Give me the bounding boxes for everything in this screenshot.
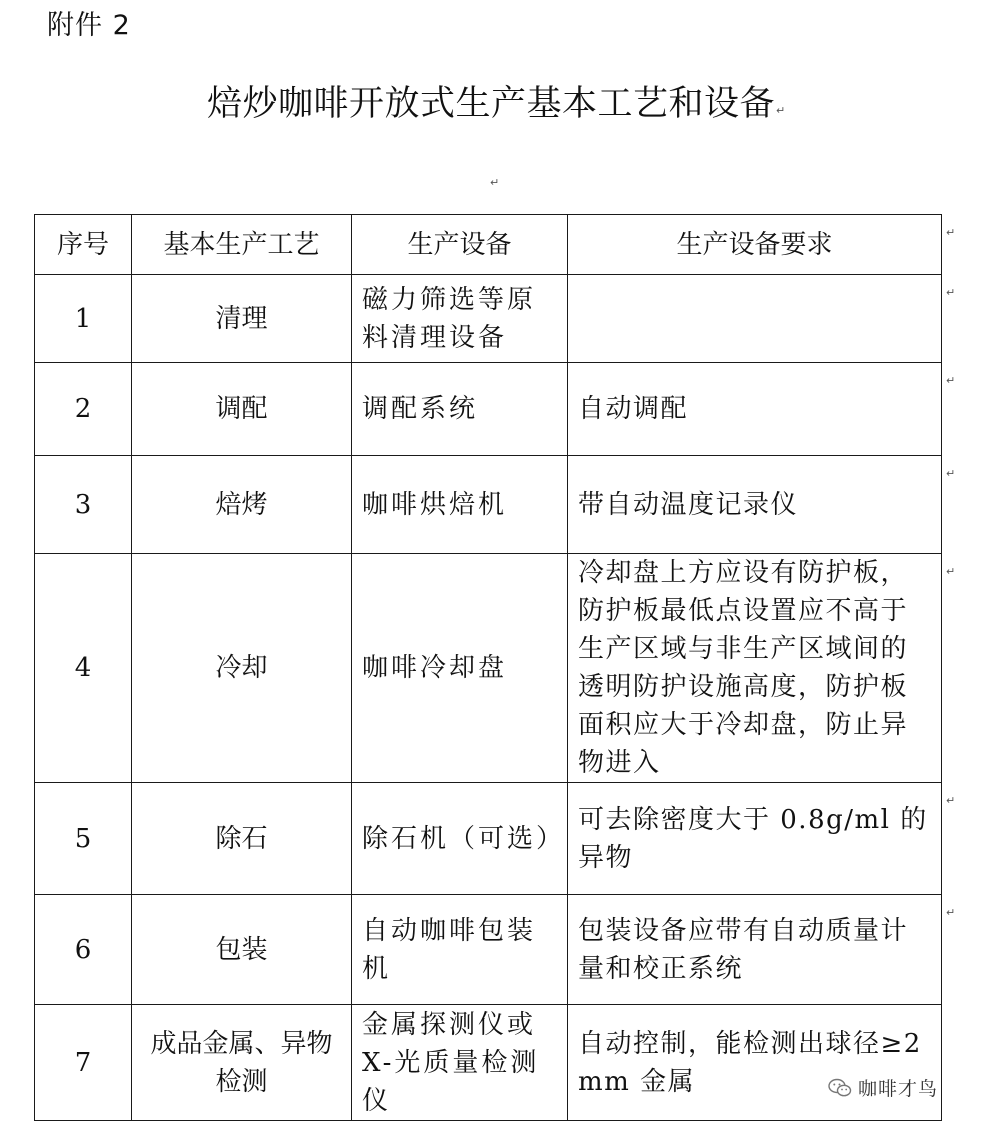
header-number: 序号 bbox=[35, 215, 132, 275]
cell-number: 1 bbox=[35, 275, 132, 363]
row-end-mark-icon: ↵ bbox=[946, 374, 956, 387]
cell-equipment: 金属探测仪或X-光质量检测仪 bbox=[352, 1005, 568, 1121]
row-end-mark-icon: ↵ bbox=[946, 794, 956, 807]
table-row bbox=[35, 783, 942, 895]
cell-requirements: 包装设备应带有自动质量计量和校正系统 bbox=[568, 895, 942, 1005]
cell-equipment: 除石机（可选） bbox=[352, 783, 568, 895]
cell-process: 冷却 bbox=[132, 554, 352, 783]
cell-number: 2 bbox=[35, 363, 132, 456]
header-equipment: 生产设备 bbox=[352, 215, 568, 275]
row-end-mark-icon: ↵ bbox=[946, 286, 956, 299]
row-end-mark-icon: ↵ bbox=[946, 467, 956, 480]
header-requirements: 生产设备要求 bbox=[568, 215, 942, 275]
cell-equipment: 调配系统 bbox=[352, 363, 568, 456]
document-title: 焙炒咖啡开放式生产基本工艺和设备 bbox=[206, 84, 775, 124]
cell-requirements: 可去除密度大于 0.8g/ml 的异物 bbox=[568, 783, 942, 895]
table-row bbox=[35, 275, 942, 363]
row-end-mark-icon: ↵ bbox=[946, 226, 956, 239]
cell-process: 包装 bbox=[132, 895, 352, 1005]
cell-requirements: 带自动温度记录仪 bbox=[568, 456, 942, 554]
cell-requirements: 自动调配 bbox=[568, 363, 942, 456]
cell-number: 7 bbox=[35, 1005, 132, 1121]
table-row bbox=[35, 363, 942, 456]
table-row bbox=[35, 554, 942, 783]
cell-requirements bbox=[568, 275, 942, 363]
cell-process: 清理 bbox=[132, 275, 352, 363]
process-equipment-table bbox=[34, 214, 942, 1121]
cell-number: 6 bbox=[35, 895, 132, 1005]
cell-process: 焙烤 bbox=[132, 456, 352, 554]
row-end-mark-icon: ↵ bbox=[946, 565, 956, 578]
table-row bbox=[35, 456, 942, 554]
cell-equipment: 咖啡冷却盘 bbox=[352, 554, 568, 783]
cell-number: 4 bbox=[35, 554, 132, 783]
watermark-text: 咖啡才鸟 bbox=[858, 1078, 939, 1100]
wechat-watermark bbox=[828, 1074, 938, 1101]
cell-process: 调配 bbox=[132, 363, 352, 456]
cell-requirements: 冷却盘上方应设有防护板，防护板最低点设置应不高于生产区域与非生产区域间的透明防护设施高度，防护板面积应大于冷却盘，防止异物进入 bbox=[568, 554, 942, 783]
cell-equipment: 自动咖啡包装机 bbox=[352, 895, 568, 1005]
cell-equipment: 咖啡烘焙机 bbox=[352, 456, 568, 554]
table-row bbox=[35, 895, 942, 1005]
attachment-label: 附件 2 bbox=[47, 10, 131, 41]
cell-process: 成品金属、异物检测 bbox=[132, 1005, 352, 1121]
paragraph-mark-icon: ↵ bbox=[776, 104, 786, 117]
wechat-icon bbox=[828, 1078, 852, 1098]
row-end-mark-icon: ↵ bbox=[946, 906, 956, 919]
cell-equipment: 磁力筛选等原料清理设备 bbox=[352, 275, 568, 363]
cell-number: 5 bbox=[35, 783, 132, 895]
header-process: 基本生产工艺 bbox=[132, 215, 352, 275]
cell-number: 3 bbox=[35, 456, 132, 554]
cell-requirements: 自动控制，能检测出球径≥2mm 金属 bbox=[568, 1005, 942, 1121]
table-header-row bbox=[35, 215, 942, 275]
cell-process: 除石 bbox=[132, 783, 352, 895]
table-row bbox=[35, 1005, 942, 1121]
paragraph-mark-icon: ↵ bbox=[490, 176, 500, 189]
